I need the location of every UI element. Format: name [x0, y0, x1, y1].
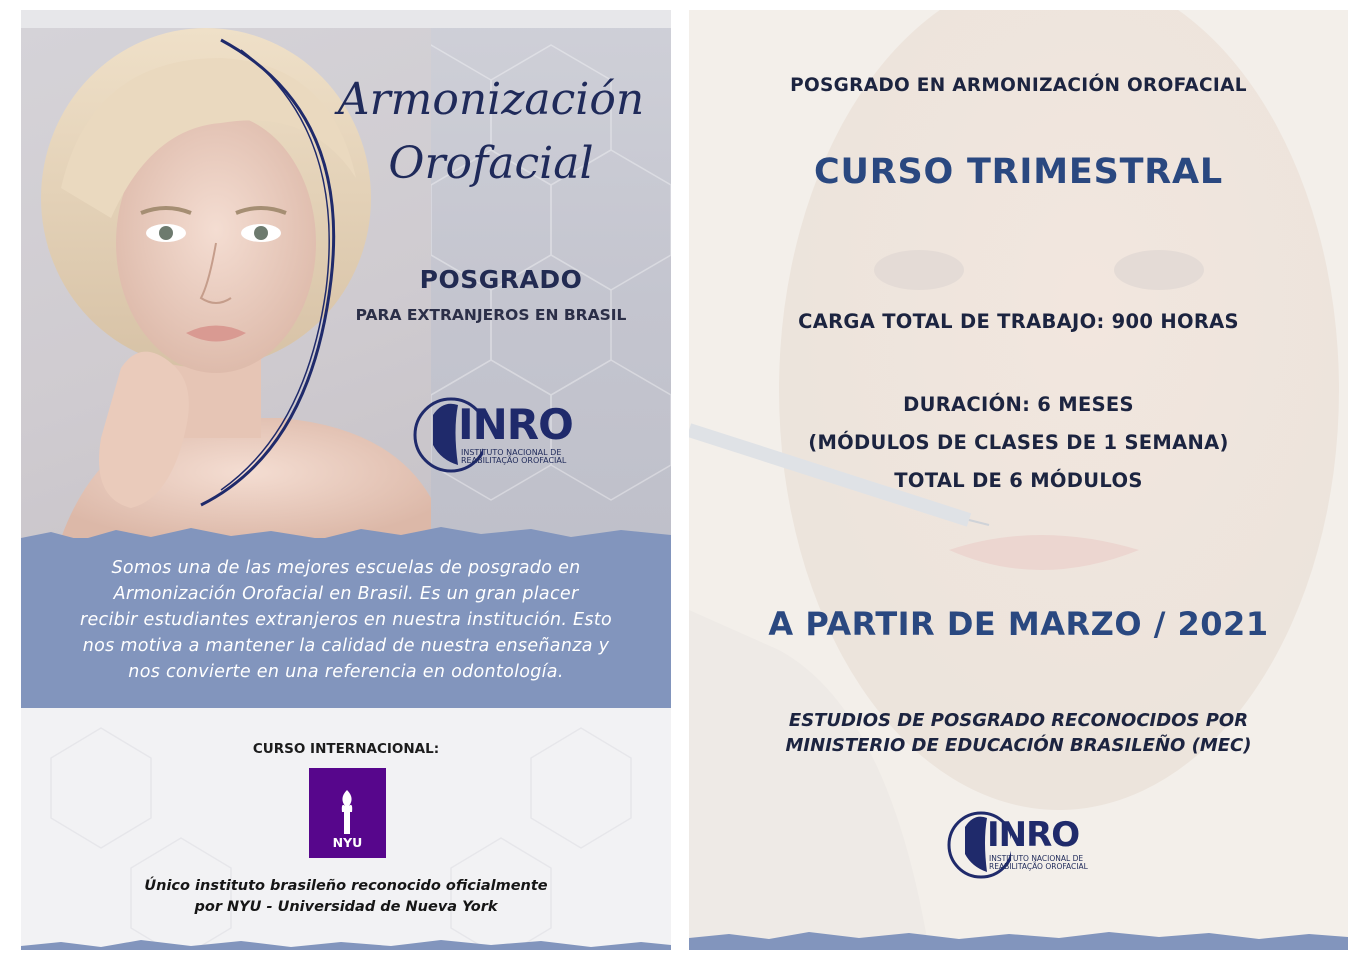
top-bar [21, 10, 671, 28]
start-date-heading: A PARTIR DE MARZO / 2021 [768, 605, 1269, 643]
estudios-line-1: ESTUDIOS DE POSGRADO RECONOCIDOS POR [788, 710, 1249, 731]
duracion-block [689, 386, 1348, 500]
inro-sub-line-1: INSTITUTO NACIONAL DE [989, 854, 1084, 863]
intro-line: nos motiva a mantener la calidad de nuestra enseñanza y [82, 636, 610, 656]
carga-total-text: CARGA TOTAL DE TRABAJO: 900 HORAS [798, 310, 1239, 333]
recognition-line-2: por NYU - Universidad de Nueva York [194, 899, 498, 915]
inro-sub-line-2: REABILITAÇÃO OROFACIAL [989, 861, 1088, 871]
brush-edge-bottom [21, 936, 671, 950]
nyu-label: NYU [332, 835, 363, 850]
flyer-right [689, 10, 1348, 950]
inro-name: INRO [458, 400, 573, 449]
posgrado-heading: POSGRADO [419, 265, 583, 294]
nyu-logo [309, 768, 386, 858]
title-line-1: Armonización [337, 74, 645, 125]
total-modulos-text: TOTAL DE 6 MÓDULOS [894, 469, 1143, 492]
duracion-text: DURACIÓN: 6 MESES [903, 393, 1134, 416]
inro-subtitle [989, 855, 1088, 871]
intro-line: nos convierte en una referencia en odontología. [128, 662, 564, 682]
inro-name: INRO [987, 815, 1080, 855]
brush-edge-bottom-right [689, 928, 1348, 950]
inro-sub-line-2: REABILITAÇÃO OROFACIAL [461, 456, 567, 466]
nyu-recognition-text [81, 876, 611, 918]
intro-line: Somos una de las mejores escuelas de posgrado en [111, 558, 581, 578]
modulos-clases-text: (MÓDULOS DE CLASES DE 1 SEMANA) [808, 431, 1229, 454]
inro-sub-line-1: INSTITUTO NACIONAL DE [461, 448, 562, 457]
mec-recognition-text [689, 708, 1348, 758]
torch-icon [309, 780, 386, 840]
inro-logo-right [947, 805, 1107, 885]
course-title-script [321, 68, 661, 196]
title-line-2: Orofacial [388, 138, 594, 189]
recognition-line-1: Único instituto brasileño reconocido oficialmente [144, 878, 548, 894]
subtitle-extranjeros: PARA EXTRANJEROS EN BRASIL [355, 306, 627, 324]
curso-internacional-label: CURSO INTERNACIONAL: [252, 741, 440, 757]
inro-subtitle [461, 449, 566, 466]
curso-trimestral-heading: CURSO TRIMESTRAL [813, 152, 1223, 192]
intro-line: recibir estudiantes extranjeros en nuestra institución. Esto [79, 610, 613, 630]
intro-line: Armonización Orofacial en Brasil. Es un gran placer [113, 584, 579, 604]
estudios-line-2: MINISTERIO DE EDUCACIÓN BRASILEÑO (MEC) [785, 735, 1252, 756]
intro-paragraph [41, 555, 651, 685]
inro-logo [413, 390, 593, 480]
right-posgrado-title: POSGRADO EN ARMONIZACIÓN OROFACIAL [790, 75, 1247, 96]
flyer-left [21, 10, 671, 950]
